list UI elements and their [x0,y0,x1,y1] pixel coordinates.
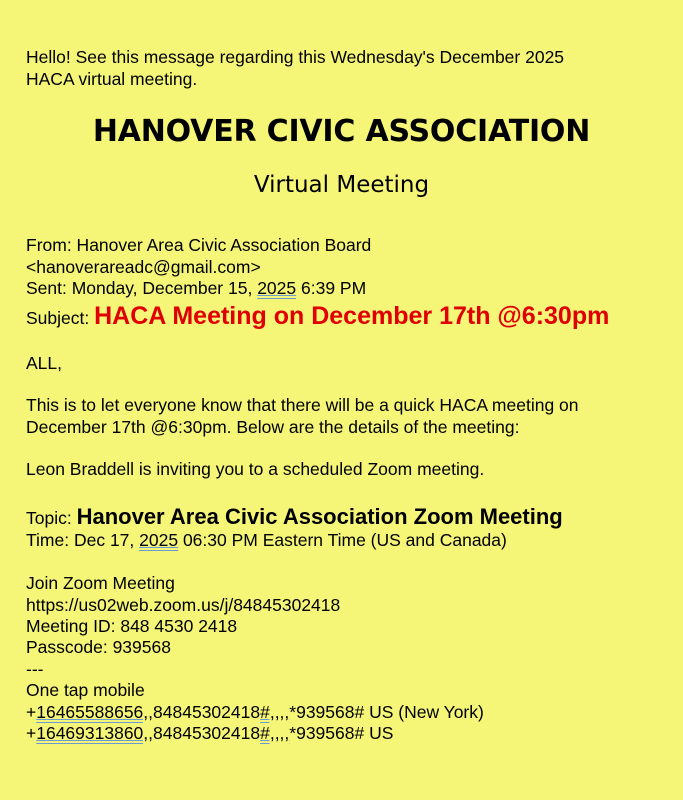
tap2-mid: 84845302418 [153,723,261,743]
subject-line [26,302,609,332]
join-label: Join Zoom Meeting [26,573,175,593]
intro-line-2: HACA virtual meeting. [26,69,198,89]
sent-suffix: 6:39 PM [296,278,367,298]
subject-label: Subject: [26,308,95,328]
tap1-prefix: + [26,702,37,722]
from-line-1: From: Hanover Area Civic Association Board [26,235,372,255]
tap2-number[interactable]: 16469313860,, [36,723,154,743]
tap2-prefix: + [26,723,37,743]
tap-line-2[interactable] [26,723,393,745]
time-year: 2025 [139,530,179,550]
page-subtitle: Virtual Meeting [253,172,430,198]
sent-prefix: Sent: Monday, December 15, [26,278,258,298]
subject-text: HACA Meeting on December 17th @6:30pm [94,302,610,330]
tap1-suffix: *939568# US (New York) [289,702,484,722]
sent-year: 2025 [257,278,297,298]
time-suffix: 06:30 PM Eastern Time (US and Canada) [178,530,507,550]
from-email: <hanoverareadc@gmail.com> [26,257,261,277]
para1-line-1: This is to let everyone know that there will be a quick HACA meeting on [26,395,579,415]
topic-line [26,503,563,532]
passcode: Passcode: 939568 [26,637,171,657]
para1-line-2: December 17th @6:30pm. Below are the details of the meeting: [26,417,520,437]
join-url[interactable]: https://us02web.zoom.us/j/84845302418 [26,595,341,615]
tap1-mid: 84845302418 [153,702,261,722]
tap2-suffix: *939568# US [289,723,394,743]
tap1-hash: #,,,, [260,702,290,722]
sent-line [26,278,366,300]
invite-line: Leon Braddell is inviting you to a scheduled Zoom meeting. [26,459,485,479]
time-prefix: Time: Dec 17, [26,530,140,550]
tap-line-1[interactable] [26,702,484,724]
tap1-number[interactable]: 16465588656,, [36,702,154,722]
time-line [26,530,507,552]
tap2-hash: #,,,, [260,723,290,743]
page-title: HANOVER CIVIC ASSOCIATION [92,114,591,149]
topic-text: Hanover Area Civic Association Zoom Meeting [76,504,563,529]
one-tap-label: One tap mobile [26,680,145,700]
greeting: ALL, [26,353,62,373]
intro-line-1: Hello! See this message regarding this Wednesday's December 2025 [26,47,565,67]
separator: --- [26,659,44,679]
topic-label: Topic: [26,508,77,528]
meeting-id: Meeting ID: 848 4530 2418 [26,616,238,636]
